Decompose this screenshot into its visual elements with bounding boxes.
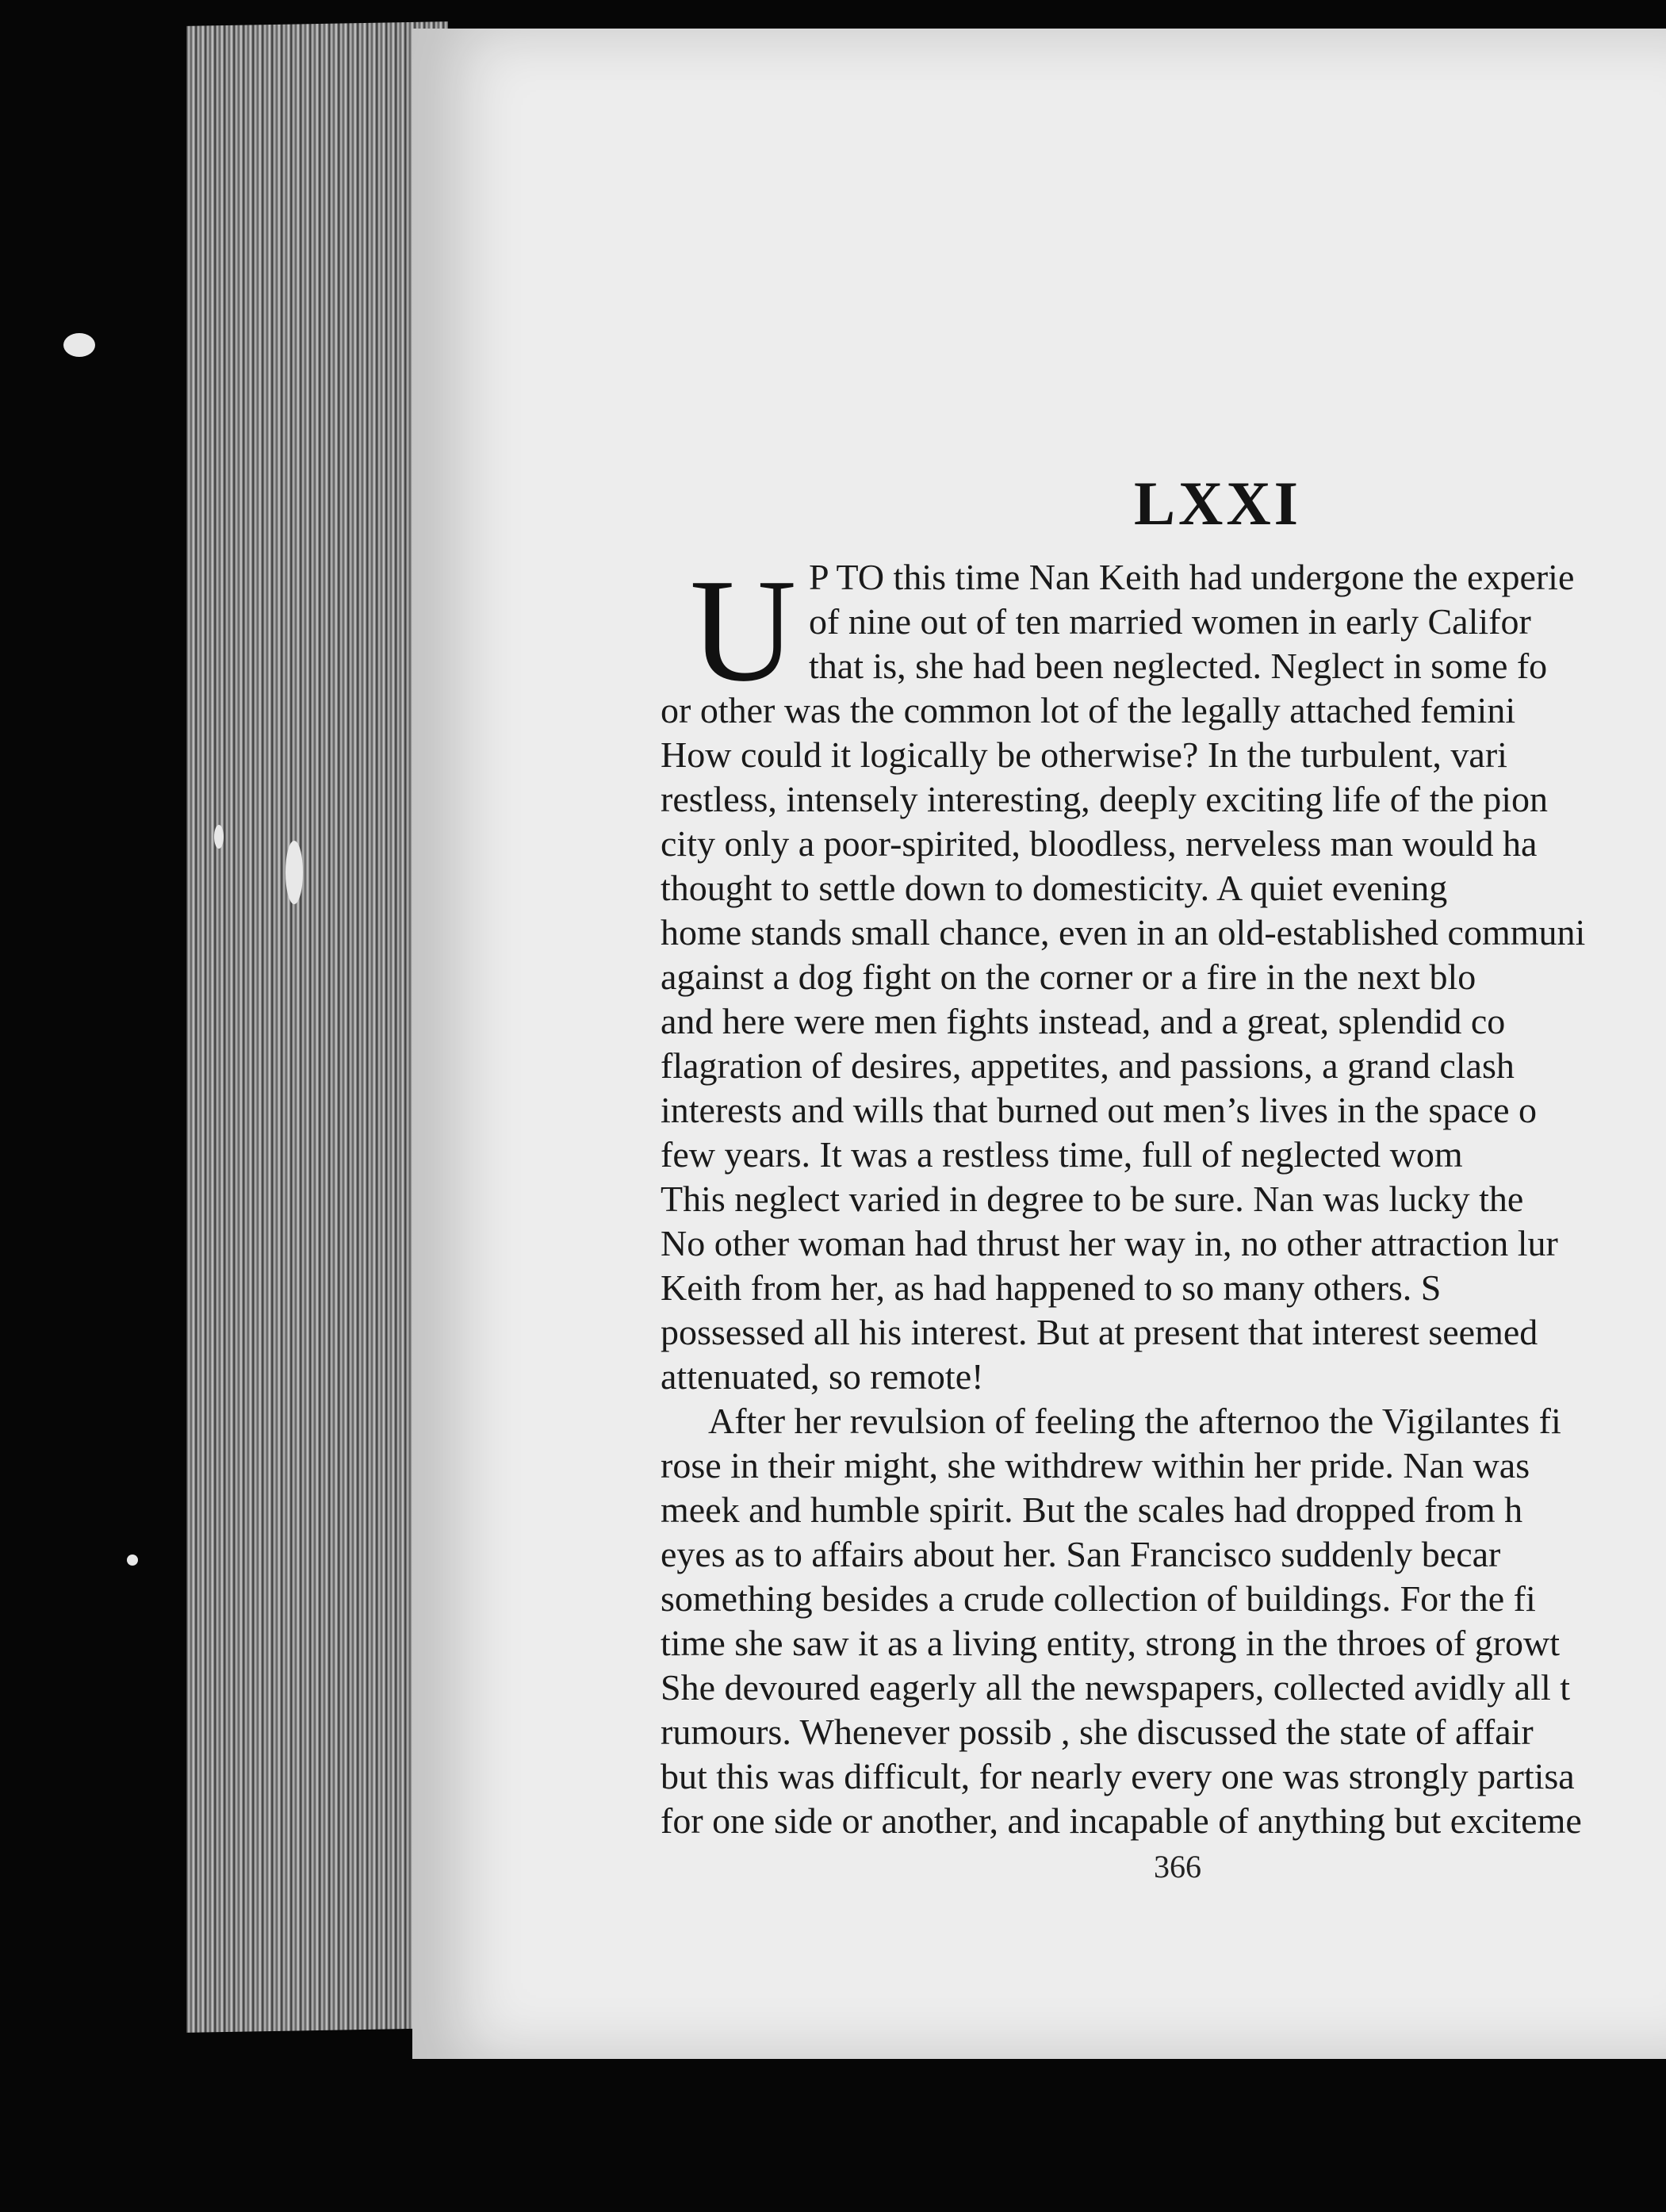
- text-line: This neglect varied in degree to be sure. Nan was lucky the: [661, 1179, 1524, 1219]
- text-line: possessed all his interest. But at present that interest seemed: [661, 1312, 1538, 1352]
- text-line: eyes as to affairs about her. San Francisco suddenly becar: [661, 1534, 1501, 1574]
- text-line: time she saw it as a living entity, strong in the throes of growt: [661, 1623, 1561, 1663]
- book-page-edges: [186, 21, 448, 2033]
- text-line: few years. It was a restless time, full of neglected wom: [661, 1134, 1463, 1175]
- page-number: 366: [1154, 1849, 1201, 1884]
- text-line: No other woman had thrust her way in, no other attraction lur: [661, 1223, 1558, 1263]
- text-line: something besides a crude collection of buildings. For the fi: [661, 1578, 1536, 1619]
- text-line: meek and humble spirit. But the scales had dropped from h: [661, 1489, 1523, 1530]
- text-line: attenuated, so remote!: [661, 1356, 984, 1397]
- dust-speck: [63, 333, 95, 357]
- dust-speck: [285, 841, 303, 904]
- text-line: city only a poor-spirited, bloodless, nerveless man would ha: [661, 823, 1538, 864]
- text-line: against a dog fight on the corner or a fire in the next blo: [661, 956, 1476, 997]
- text-line: home stands small chance, even in an old-established communi: [661, 912, 1586, 953]
- dust-speck: [214, 825, 224, 849]
- opening-lines: [809, 555, 1666, 688]
- text-line: but this was difficult, for nearly every one was strongly partisa: [661, 1756, 1575, 1796]
- text-line: She devoured eagerly all the newspapers, collected avidly all t: [661, 1667, 1571, 1708]
- text-line: that is, she had been neglected. Neglect in some fo: [809, 646, 1548, 686]
- paragraph-2-line: [661, 1399, 1666, 1443]
- text-line: rose in their might, she withdrew within her pride. Nan was: [661, 1445, 1530, 1486]
- text-line: of nine out of ten married women in early Califor: [809, 601, 1531, 642]
- text-line: Keith from her, as had happened to so many others. S: [661, 1267, 1442, 1308]
- text-line: thought to settle down to domesticity. A quiet evening: [661, 868, 1448, 908]
- text-line: restless, intensely interesting, deeply exciting life of the pion: [661, 779, 1549, 819]
- text-line: rumours. Whenever possib , she discussed the state of affair: [661, 1712, 1534, 1752]
- text-line: or other was the common lot of the legally attached femini: [661, 690, 1516, 730]
- text-line: How could it logically be otherwise? In the turbulent, vari: [661, 734, 1507, 775]
- text-line: flagration of desires, appetites, and passions, a grand clash: [661, 1045, 1515, 1086]
- dust-speck: [127, 1555, 138, 1566]
- drop-cap: U: [690, 549, 797, 712]
- text-span: After her revulsion of feeling the afternoo the Vigilantes fi: [708, 1401, 1561, 1441]
- text-line: for one side or another, and incapable of anything but exciteme: [661, 1800, 1582, 1841]
- text-line: and here were men fights instead, and a great, splendid co: [661, 1001, 1506, 1041]
- text-line: P TO this time Nan Keith had undergone the experie: [809, 557, 1575, 597]
- chapter-title: LXXI: [1134, 469, 1302, 538]
- text-line: interests and wills that burned out men’s lives in the space o: [661, 1090, 1538, 1130]
- body-text: [661, 688, 1666, 1843]
